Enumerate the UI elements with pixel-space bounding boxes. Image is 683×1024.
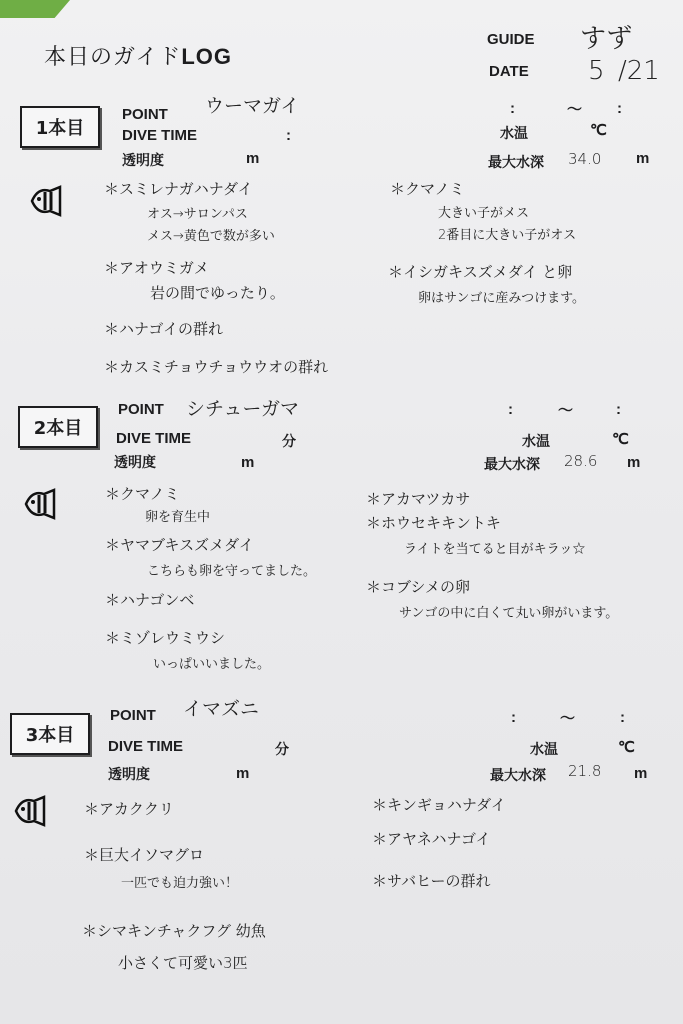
dive-3-max-depth-value: 21.8 [568,762,602,780]
dive-3-left-note-5: 小さくて可愛い3匹 [118,954,248,972]
fish-icon [22,486,58,522]
title-en: LOG [181,44,233,69]
page-title [44,40,232,71]
dive-2-point-label: POINT [118,401,164,418]
dive-1-start-colon: : [510,100,515,117]
dive-2-max-depth-unit: m [627,454,641,471]
dive-2-left-note-6: ＊ミゾレウミウシ [105,629,226,647]
dive-3-celsius: ℃ [618,739,635,756]
dive-2-left-note-1: ＊クマノミ [105,485,180,503]
dive-3-right-note-2: ＊アヤネハナゴイ [372,830,491,848]
dive-3-visibility-label: 透明度 [108,767,150,783]
dive-2-right-note-4: ＊コブシメの卵 [366,578,470,596]
dive-2-minute-unit: 分 [282,434,296,450]
dive-2-max-depth-label: 最大水深 [484,457,540,473]
dive-2-left-note-7: いっぱいいました。 [153,657,271,672]
dive-2-celsius: ℃ [612,431,629,448]
dive-1-right-note-3: 2番目に大きい子がオス [438,228,577,243]
dive-2-start-colon: : [508,401,513,418]
dive-1-right-note-5: 卵はサンゴに産みつけます。 [418,291,586,306]
dive-1-max-depth-unit: m [636,150,650,167]
dive-1-left-note-4: ＊アオウミガメ [104,259,209,277]
dive-3-dive-time-label: DIVE TIME [108,738,184,755]
dive-1-point-label: POINT [122,106,168,123]
dive-3-start-colon: : [511,709,516,726]
dive-1-right-note-1: ＊クマノミ [390,180,465,198]
dive-3-max-depth-unit: m [634,765,648,782]
dive-1-left-note-6: ＊ハナゴイの群れ [104,320,223,338]
dive-2-right-note-5: サンゴの中に白くて丸い卵がいます。 [399,606,619,621]
dive-1-left-note-3: メス→黄色で数が多い [147,229,275,244]
dive-2-water-temp-label: 水温 [522,434,550,450]
dive-1-celsius: ℃ [590,122,607,139]
dive-1-dive-time-label: DIVE TIME [122,127,198,144]
dive-3-end-colon: : [620,709,625,726]
dive-1-end-colon: : [617,100,622,117]
dive-1-left-note-5: 岩の間でゆったり。 [150,284,285,302]
dive-2-dive-time-label: DIVE TIME [116,430,192,447]
dive-1-visibility-label: 透明度 [122,153,164,169]
dive-1-point-name: ウーマガイ [205,95,300,117]
dive-3-left-note-2: ＊巨大イソマグロ [84,846,205,864]
dive-2-end-colon: : [616,401,621,418]
dive-1-right-note-4: ＊イシガキスズメダイ と卵 [388,263,573,281]
fish-icon [12,793,48,829]
dive-3-max-depth-label: 最大水深 [490,768,546,784]
dive-2-point-name: シチューガマ [186,398,300,420]
dive-1-left-note-1: ＊スミレナガハナダイ [104,180,253,198]
dive-1-left-note-2: オス→サロンパス [147,207,248,222]
dive-1-water-temp-label: 水温 [500,126,528,142]
fish-icon [28,183,64,219]
guide-value: すず [580,24,633,54]
dive-1-time-colon: : [286,127,291,144]
dive-1-visibility-unit: m [246,150,260,167]
dive-3-water-temp-label: 水温 [530,742,558,758]
dive-3-tilde: 〜 [560,710,576,727]
title-jp: 本日のガイド [44,45,182,70]
dive-1-right-note-2: 大きい子がメス [438,206,530,221]
dive-1-tilde: 〜 [567,101,583,118]
dive-3-left-note-1: ＊アカククリ [84,800,174,818]
dive-1-max-depth-value: 34.0 [568,150,602,168]
dive-2-right-note-2: ＊ホウセキキントキ [366,514,501,532]
dive-3-left-note-3: 一匹でも迫力強い！ [121,876,239,891]
dive-3-badge: 3本目 [10,713,90,755]
dive-2-left-note-4: こちらも卵を守ってました。 [147,564,317,579]
dive-3-minute-unit: 分 [275,742,289,758]
dive-2-right-note-3: ライトを当てると目がキラッ☆ [404,542,586,557]
dive-2-badge: 2本目 [18,406,98,448]
dive-1-badge: 1本目 [20,106,100,148]
date-label: DATE [489,63,529,80]
dive-1-left-note-7: ＊カスミチョウチョウウオの群れ [104,358,329,376]
dive-3-right-note-1: ＊キンギョハナダイ [372,796,506,814]
guide-label: GUIDE [487,31,535,48]
dive-2-left-note-2: 卵を育生中 [145,510,211,525]
date-month: 5 [588,56,605,86]
dive-2-max-depth-value: 28.6 [564,452,598,470]
dive-3-visibility-unit: m [236,765,250,782]
dive-3-right-note-3: ＊サバヒーの群れ [372,872,491,890]
dive-1-max-depth-label: 最大水深 [488,155,544,171]
dive-3-left-note-4: ＊シマキンチャクフグ 幼魚 [82,922,266,940]
green-background-corner [0,0,70,18]
dive-3-point-name: イマズニ [183,698,260,720]
dive-2-visibility-label: 透明度 [114,455,156,471]
dive-3-point-label: POINT [110,707,156,724]
dive-2-left-note-3: ＊ヤマブキスズメダイ [105,536,254,554]
dive-2-right-note-1: ＊アカマツカサ [366,490,471,508]
date-day: /21 [618,56,660,86]
dive-2-visibility-unit: m [241,454,255,471]
dive-2-left-note-5: ＊ハナゴンベ [105,591,195,609]
dive-2-tilde: 〜 [558,402,574,419]
